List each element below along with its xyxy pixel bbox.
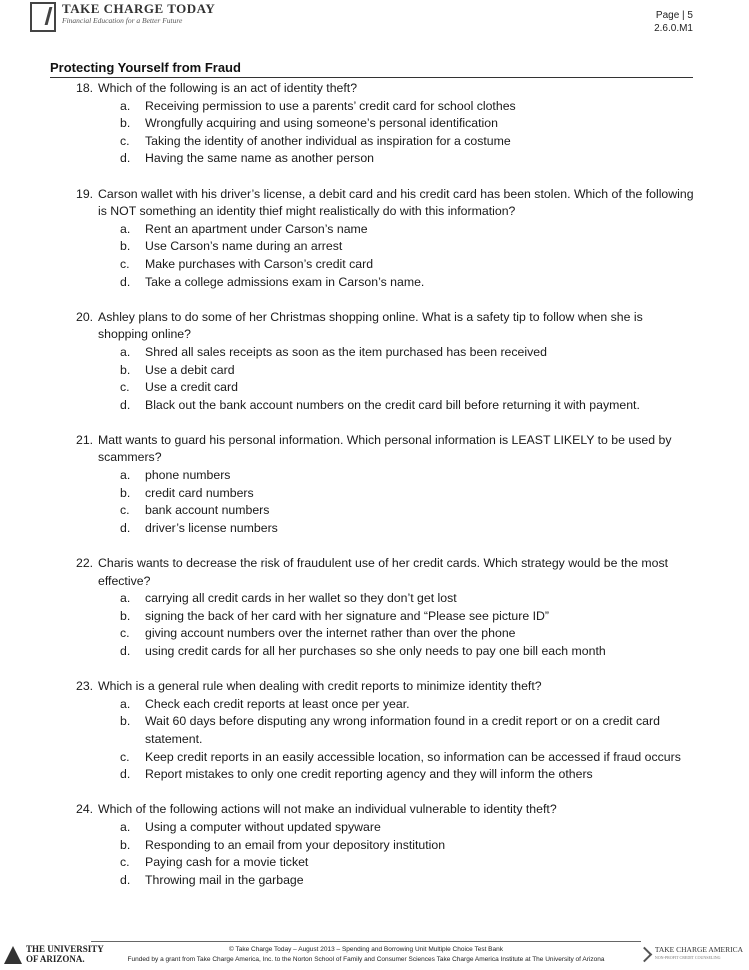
option-letter: b. xyxy=(120,608,131,623)
option-text: phone numbers xyxy=(145,468,231,483)
answer-option xyxy=(0,221,749,239)
question-item xyxy=(0,801,749,889)
option-letter: d. xyxy=(120,151,131,166)
option-letter: a. xyxy=(120,696,131,711)
answer-option xyxy=(0,854,749,872)
answer-option xyxy=(0,696,749,714)
option-text: Wait 60 days before disputing any wrong information found in a credit report or on a credit card statement. xyxy=(145,714,660,746)
option-letter: c. xyxy=(120,855,130,870)
answer-option xyxy=(0,256,749,274)
answer-option xyxy=(0,238,749,256)
question-number: 19. xyxy=(76,186,94,201)
answer-option xyxy=(0,608,749,626)
option-letter: d. xyxy=(120,872,131,887)
answer-option xyxy=(0,362,749,380)
answer-option xyxy=(0,837,749,855)
question-item xyxy=(0,80,749,168)
answer-option xyxy=(0,749,749,767)
question-text: Carson wallet with his driver’s license, a debit card and his credit card has been stolen. Which of the following is NOT something an identity thief might realistically do with this information? xyxy=(98,186,694,219)
answer-option xyxy=(0,115,749,133)
option-letter: c. xyxy=(120,626,130,641)
university-of-arizona-logo xyxy=(4,944,104,964)
option-text: Black out the bank account numbers on the credit card bill before returning it with payment. xyxy=(145,397,640,412)
page-label: Page | 5 xyxy=(655,10,693,21)
answer-option xyxy=(0,625,749,643)
option-text: driver’s license numbers xyxy=(145,520,278,535)
option-letter: b. xyxy=(120,362,131,377)
option-letter: d. xyxy=(120,397,131,412)
question-item xyxy=(0,432,749,538)
option-text: Paying cash for a movie ticket xyxy=(145,855,309,870)
option-letter: b. xyxy=(120,714,131,729)
answer-options xyxy=(0,344,749,414)
answer-options xyxy=(0,221,749,291)
footer-text xyxy=(91,945,641,965)
option-text: Keep credit reports in an easily accessible location, so information can be accessed if fraud occurs xyxy=(145,749,681,764)
option-letter: a. xyxy=(120,591,131,606)
option-letter: c. xyxy=(120,133,130,148)
option-text: bank account numbers xyxy=(145,503,270,518)
question-text: Charis wants to decrease the risk of fraudulent use of her credit cards. Which strategy would be the most effective? xyxy=(98,556,669,588)
answer-option xyxy=(0,766,749,784)
section-title: Protecting Yourself from Fraud xyxy=(50,60,241,75)
option-text: Check each credit reports at least once per year. xyxy=(145,696,410,711)
option-letter: a. xyxy=(120,819,131,834)
question-text: Which is a general rule when dealing with credit reports to minimize identity theft? xyxy=(98,679,542,694)
option-letter: c. xyxy=(120,749,130,764)
doc-code: 2.6.0.M1 xyxy=(654,23,693,34)
answer-options xyxy=(0,590,749,660)
answer-option xyxy=(0,344,749,362)
answer-options xyxy=(0,696,749,784)
tct-logo-icon xyxy=(30,2,56,32)
answer-option xyxy=(0,502,749,520)
answer-option xyxy=(0,590,749,608)
option-letter: c. xyxy=(120,256,130,271)
option-text: Taking the identity of another individual as inspiration for a costume xyxy=(145,133,511,148)
option-text: Rent an apartment under Carson’s name xyxy=(145,221,368,236)
option-letter: b. xyxy=(120,485,131,500)
answer-option xyxy=(0,150,749,168)
option-text: using credit cards for all her purchases so she only needs to pay one bill each month xyxy=(145,644,606,658)
question-number: 20. xyxy=(76,309,94,324)
answer-option xyxy=(0,133,749,151)
answer-option xyxy=(0,819,749,837)
logo-title: TAKE CHARGE TODAY xyxy=(62,1,216,16)
question-number: 21. xyxy=(76,432,94,447)
question-number: 24. xyxy=(76,802,94,817)
option-text: Use Carson’s name during an arrest xyxy=(145,239,343,254)
question-list xyxy=(0,80,749,907)
take-charge-today-logo xyxy=(30,2,215,36)
answer-option xyxy=(0,98,749,116)
question-text: Which of the following actions will not make an individual vulnerable to identity theft? xyxy=(98,802,557,817)
option-text: Wrongfully acquiring and using someone’s personal identification xyxy=(145,116,498,131)
option-text: Shred all sales receipts as soon as the item purchased has been received xyxy=(145,344,547,359)
question-item xyxy=(0,678,749,784)
answer-option xyxy=(0,379,749,397)
option-text: Having the same name as another person xyxy=(145,151,374,166)
option-letter: a. xyxy=(120,344,131,359)
tca-chevron-icon xyxy=(638,947,652,961)
option-text: Report mistakes to only one credit reporting agency and they will inform the others xyxy=(145,767,593,782)
question-item xyxy=(0,186,749,292)
option-letter: b. xyxy=(120,837,131,852)
answer-option xyxy=(0,467,749,485)
section-divider xyxy=(50,77,693,78)
page-number-block xyxy=(654,9,693,35)
option-letter: d. xyxy=(120,767,131,782)
option-text: signing the back of her card with her signature and “Please see picture ID” xyxy=(145,608,549,623)
answer-option xyxy=(0,274,749,292)
answer-option xyxy=(0,397,749,415)
question-number: 22. xyxy=(76,556,94,571)
ua-logo-line2: OF ARIZONA. xyxy=(26,954,85,964)
answer-option xyxy=(0,485,749,503)
option-text: Make purchases with Carson’s credit card xyxy=(145,256,374,271)
question-text: Which of the following is an act of identity theft? xyxy=(98,81,358,95)
option-letter: d. xyxy=(120,520,131,535)
option-letter: c. xyxy=(120,503,130,518)
option-text: Use a credit card xyxy=(145,380,238,395)
question-text: Matt wants to guard his personal information. Which personal information is LEAST LIKELY to be used by scammers? xyxy=(98,432,672,465)
answer-options xyxy=(0,467,749,537)
option-letter: b. xyxy=(120,239,131,254)
footer-funding: Funded by a grant from Take Charge America, Inc. to the Norton School of Family and Consumer Sciences Take Charge America Institute at The University of Arizona xyxy=(127,956,605,963)
option-text: giving account numbers over the internet rather than over the phone xyxy=(145,626,516,641)
answer-option xyxy=(0,872,749,890)
answer-options xyxy=(0,819,749,889)
ua-logo-line1: THE UNIVERSITY xyxy=(26,944,104,954)
option-letter: d. xyxy=(120,644,131,658)
option-text: Take a college admissions exam in Carson’s name. xyxy=(145,274,425,289)
footer-copyright: © Take Charge Today – August 2013 – Spending and Borrowing Unit Multiple Choice Test Bank xyxy=(229,946,503,953)
logo-tagline: Financial Education for a Better Future xyxy=(62,16,183,25)
option-text: Responding to an email from your depository institution xyxy=(145,837,446,852)
answer-options xyxy=(0,98,749,168)
answer-option xyxy=(0,713,749,748)
question-number: 18. xyxy=(76,81,94,95)
option-text: credit card numbers xyxy=(145,485,254,500)
tca-logo-tagline: NON-PROFIT CREDIT COUNSELING xyxy=(654,955,721,960)
answer-option xyxy=(0,643,749,661)
option-text: Throwing mail in the garbage xyxy=(145,872,304,887)
question-item xyxy=(0,555,749,661)
option-text: Use a debit card xyxy=(145,362,235,377)
take-charge-america-logo xyxy=(638,946,743,962)
option-letter: d. xyxy=(120,274,131,289)
question-text: Ashley plans to do some of her Christmas shopping online. What is a safety tip to follow when she is shopping online? xyxy=(98,309,643,342)
option-letter: a. xyxy=(120,98,131,113)
option-letter: a. xyxy=(120,468,131,483)
answer-option xyxy=(0,520,749,538)
option-text: Using a computer without updated spyware xyxy=(145,819,381,834)
tca-logo-name: TAKE CHARGE AMERICA xyxy=(654,945,743,954)
footer-divider xyxy=(91,941,641,942)
question-number: 23. xyxy=(76,679,94,694)
option-text: carrying all credit cards in her wallet so they don’t get lost xyxy=(145,591,457,606)
option-letter: b. xyxy=(120,116,131,131)
option-letter: c. xyxy=(120,380,130,395)
option-text: Receiving permission to use a parents’ credit card for school clothes xyxy=(145,98,516,113)
option-letter: a. xyxy=(120,221,131,236)
question-item xyxy=(0,309,749,415)
arizona-a-icon xyxy=(4,944,22,964)
